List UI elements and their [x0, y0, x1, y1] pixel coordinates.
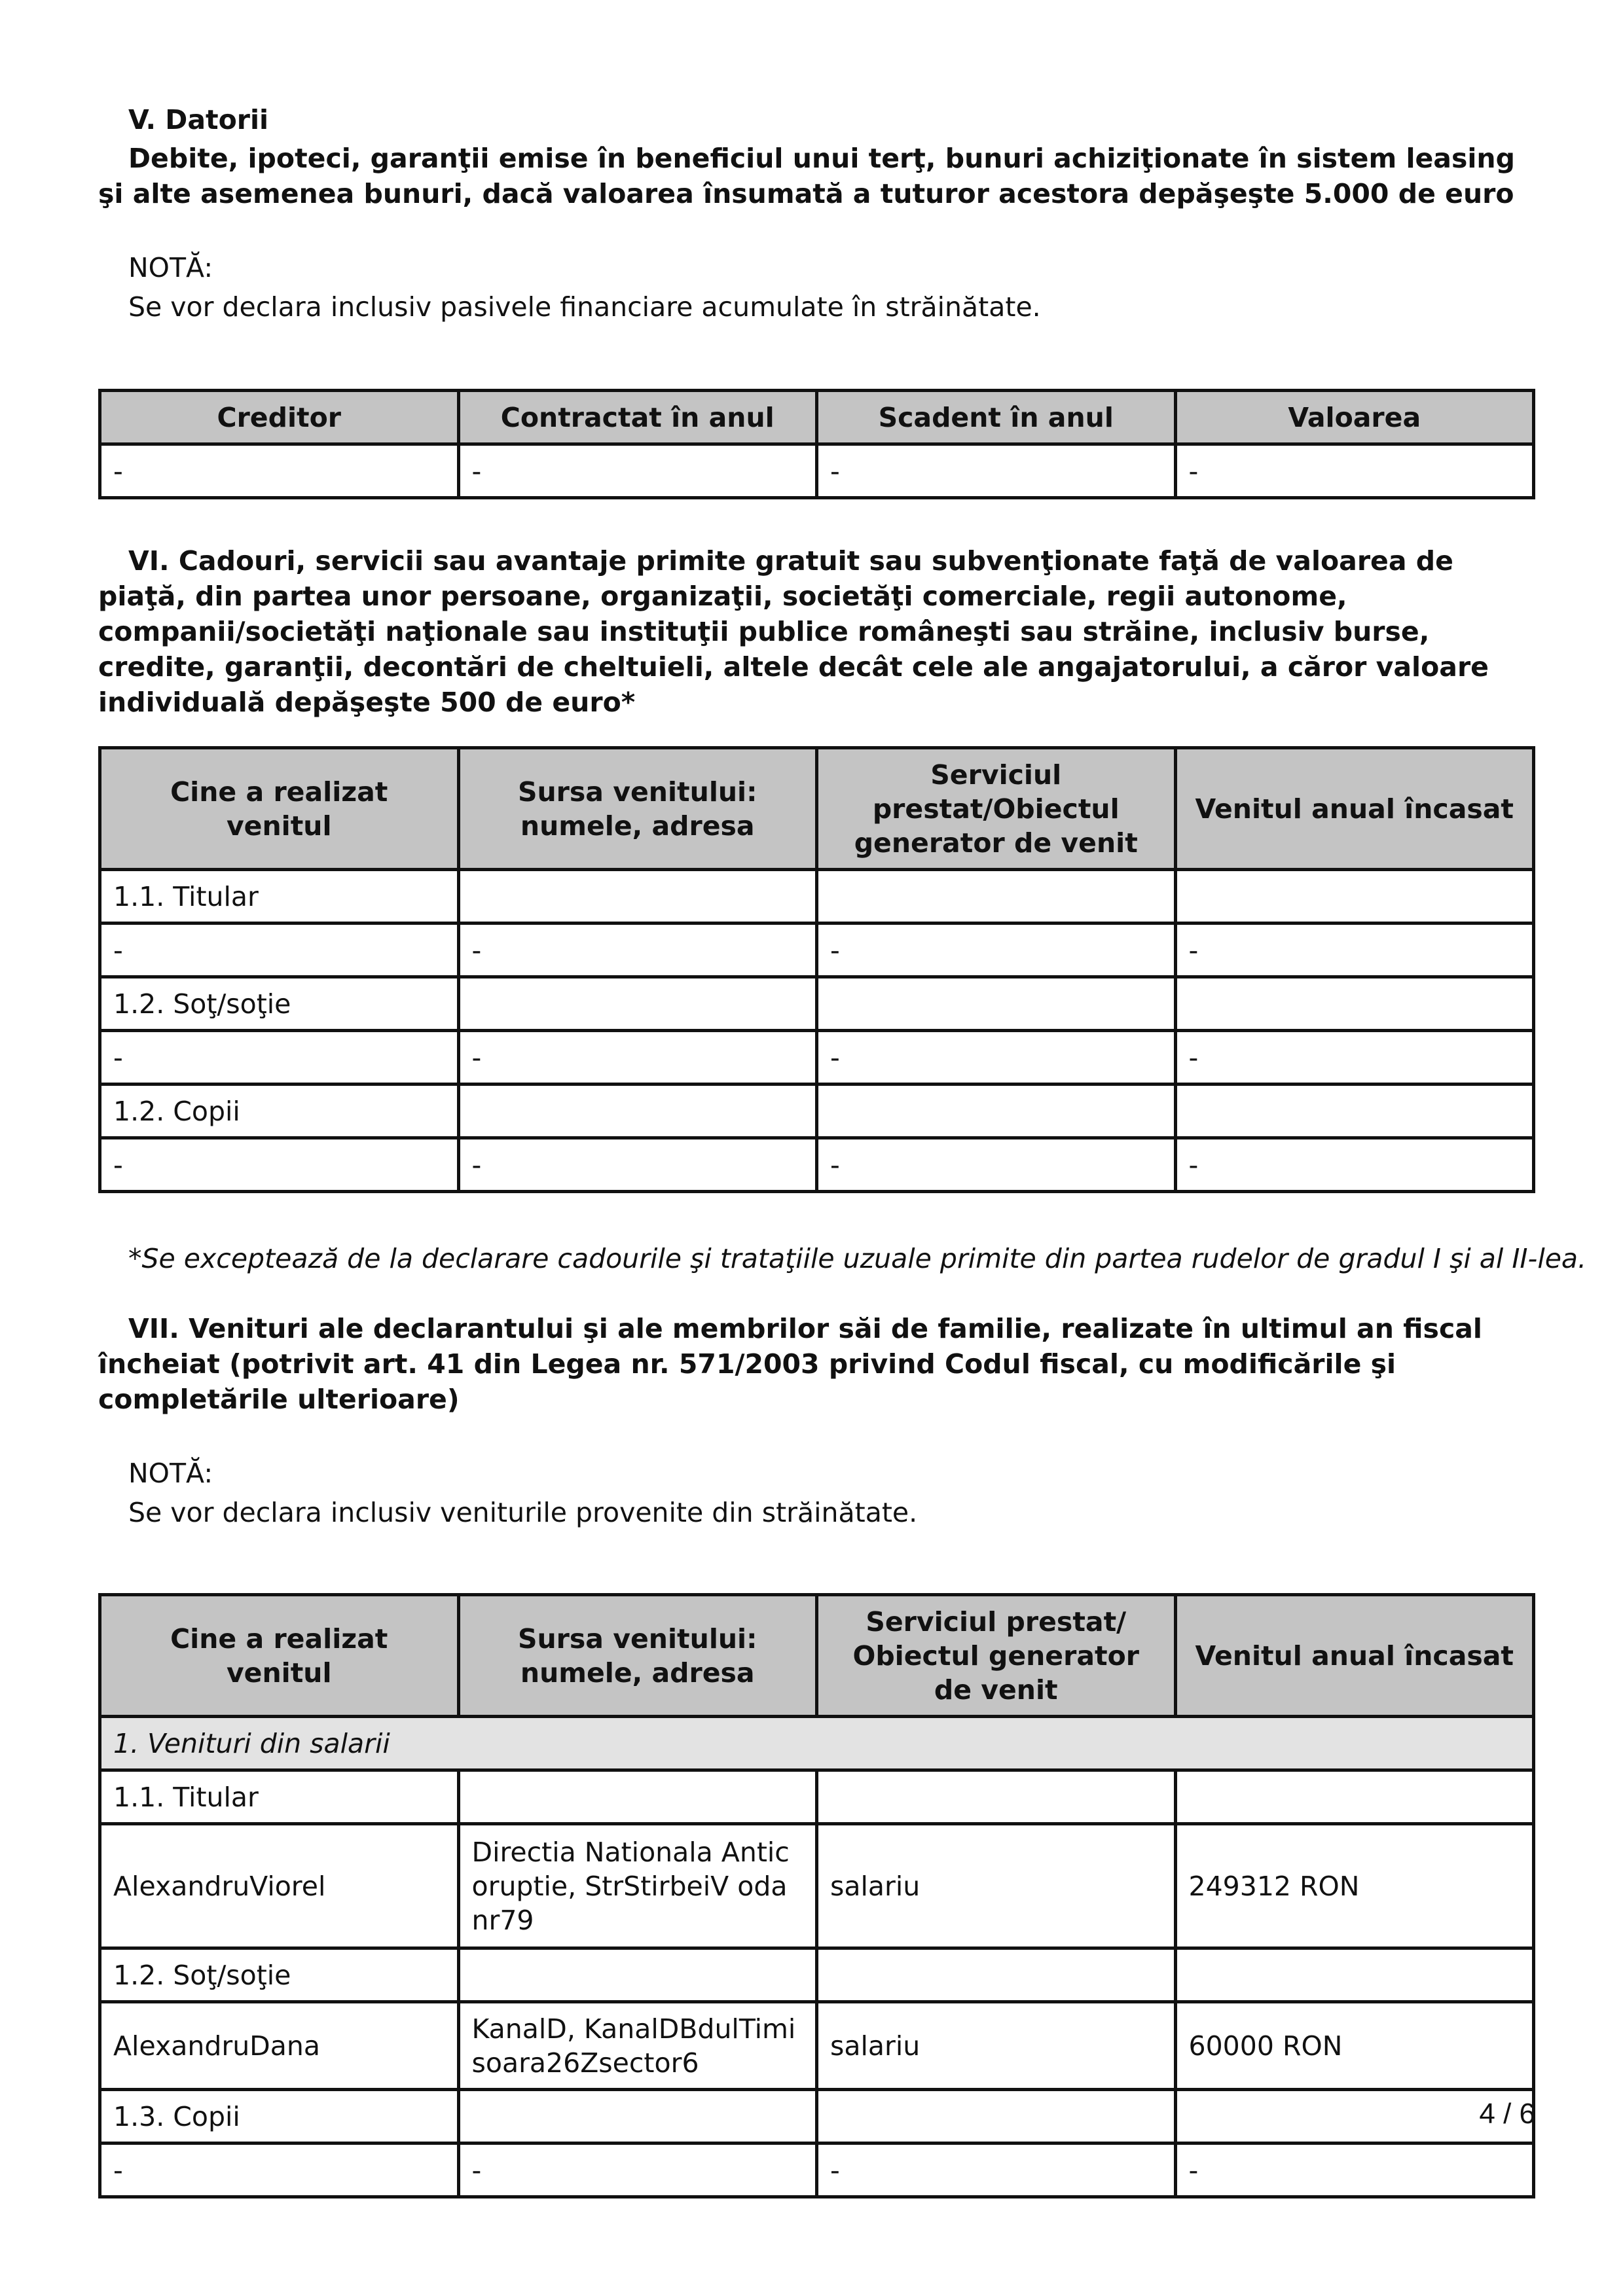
table-row [100, 977, 1534, 1031]
table-cell [1175, 1948, 1534, 2002]
table-cell: 1.1. Titular [100, 1770, 459, 1824]
page-number: 4 / 6 [1479, 2098, 1535, 2130]
table-cell: Directia Nationala Anticoruptie, StrStirbeiV odanr79 [458, 1824, 817, 1948]
table-cell [817, 2090, 1176, 2144]
table-cell: - [1175, 1138, 1534, 1192]
table-cell [458, 870, 817, 924]
table-cell: KanalD, KanalDBdulTimi soara26Zsector6 [458, 2002, 817, 2090]
section-7-note-label: NOTĂ: [128, 1458, 213, 1489]
section-7-title: VII. Venituri ale declarantului şi ale membrilor săi de familie, realizate în ultimul an fiscal încheiat (potrivit art. 41 din Legea nr. 571/2003 privind Codul fiscal, cu modificările şi completările ulterioare) [98, 1313, 1482, 1415]
table-cell [458, 1948, 817, 2002]
table-cell: 60000 RON [1175, 2002, 1534, 2090]
gifts-table [98, 746, 1535, 1193]
table-cell: salariu [817, 1824, 1176, 1948]
column-header: Sursa venitului: numele, adresa [458, 1595, 817, 1717]
table-cell: - [458, 2144, 817, 2197]
table-subheader-row [100, 1717, 1534, 1770]
table-row [100, 1138, 1534, 1192]
table-cell [1175, 1085, 1534, 1138]
column-header: Scadent în anul [817, 391, 1176, 444]
table-row [100, 2002, 1534, 2090]
section-6-footnote: *Se exceptează de la declarare cadourile şi trataţiile uzuale primite din partea rudelor de gradul I şi al II-lea. [128, 1243, 1587, 1274]
table-cell: 1.1. Titular [100, 870, 459, 924]
table-row [100, 2090, 1534, 2144]
table-cell: - [817, 924, 1176, 977]
table-cell: - [100, 1031, 459, 1085]
table-cell: - [100, 1138, 459, 1192]
table-header-row [100, 391, 1534, 444]
section-5-title: V. Datorii [128, 104, 269, 135]
table-cell [817, 870, 1176, 924]
column-header: Sursa venitului: numele, adresa [458, 748, 817, 870]
table-cell: AlexandruViorel [100, 1824, 459, 1948]
table-cell: AlexandruDana [100, 2002, 459, 2090]
table-header-row [100, 1595, 1534, 1717]
table-cell: - [100, 924, 459, 977]
table-cell [458, 1085, 817, 1138]
table-cell: - [817, 1031, 1176, 1085]
table-cell: - [458, 1031, 817, 1085]
table-cell [817, 977, 1176, 1031]
table-cell: 249312 RON [1175, 1824, 1534, 1948]
table-cell [458, 977, 817, 1031]
table-cell: 1.2. Soţ/soţie [100, 1948, 459, 2002]
table-cell [1175, 1770, 1534, 1824]
table-cell [458, 2090, 817, 2144]
column-header: Serviciul prestat/Obiectul generator de venit [817, 748, 1176, 870]
table-cell: - [1175, 2144, 1534, 2197]
debts-table [98, 389, 1535, 499]
section-5-note-label: NOTĂ: [128, 252, 213, 283]
table-cell: - [817, 2144, 1176, 2197]
section-5-note-text: Se vor declara inclusiv pasivele financiare acumulate în străinătate. [128, 291, 1041, 323]
column-header: Creditor [100, 391, 459, 444]
table-row [100, 924, 1534, 977]
table-row [100, 1770, 1534, 1824]
table-cell [1175, 977, 1534, 1031]
column-header: Venitul anual încasat [1175, 1595, 1534, 1717]
table-cell: - [1175, 444, 1534, 498]
table-row [100, 1085, 1534, 1138]
section-7-note-text: Se vor declara inclusiv veniturile provenite din străinătate. [128, 1497, 918, 1528]
table-row [100, 444, 1534, 498]
income-table [98, 1593, 1535, 2198]
table-cell [817, 1770, 1176, 1824]
table-cell: 1.2. Soţ/soţie [100, 977, 459, 1031]
table-cell: - [100, 2144, 459, 2197]
column-header: Cine a realizat venitul [100, 748, 459, 870]
section-5-subtitle: Debite, ipoteci, garanţii emise în beneficiul unui terţ, bunuri achiziţionate în sistem leasing şi alte asemenea bunuri, dacă valoarea însumată a tuturor acestora depăşeşte 5.000 de euro [98, 143, 1515, 209]
table-cell: 1.3. Copii [100, 2090, 459, 2144]
table-cell: - [1175, 924, 1534, 977]
table-cell: 1.2. Copii [100, 1085, 459, 1138]
column-header: Cine a realizat venitul [100, 1595, 459, 1717]
table-cell: - [1175, 1031, 1534, 1085]
column-header: Serviciul prestat/ Obiectul generator de venit [817, 1595, 1176, 1717]
table-row [100, 1824, 1534, 1948]
column-header: Venitul anual încasat [1175, 748, 1534, 870]
table-header-row [100, 748, 1534, 870]
column-header: Contractat în anul [458, 391, 817, 444]
section-6-title: VI. Cadouri, servicii sau avantaje primite gratuit sau subvenţionate faţă de valoarea de piaţă, din partea unor persoane, organizaţii, societăţi comerciale, regii autonome, companii/societăţi naţionale sau instituţii publice româneşti sau străine, inclusiv burse, credite, garanţii, decontări de cheltuieli, altele decât cele ale angajatorului, a căror valoare individuală depăşeşte 500 de euro* [98, 545, 1489, 718]
table-cell [817, 1085, 1176, 1138]
table-row [100, 2144, 1534, 2197]
table-cell: - [458, 444, 817, 498]
table-cell [1175, 870, 1534, 924]
table-cell: - [458, 924, 817, 977]
table-row [100, 1031, 1534, 1085]
table-cell: - [817, 1138, 1176, 1192]
table-row [100, 870, 1534, 924]
table-cell: salariu [817, 2002, 1176, 2090]
table-cell [458, 1770, 817, 1824]
table-row [100, 1948, 1534, 2002]
table-cell [817, 1948, 1176, 2002]
income-category-label: 1. Venituri din salarii [100, 1717, 1534, 1770]
table-cell: - [458, 1138, 817, 1192]
column-header: Valoarea [1175, 391, 1534, 444]
table-cell: - [100, 444, 459, 498]
table-cell: - [817, 444, 1176, 498]
